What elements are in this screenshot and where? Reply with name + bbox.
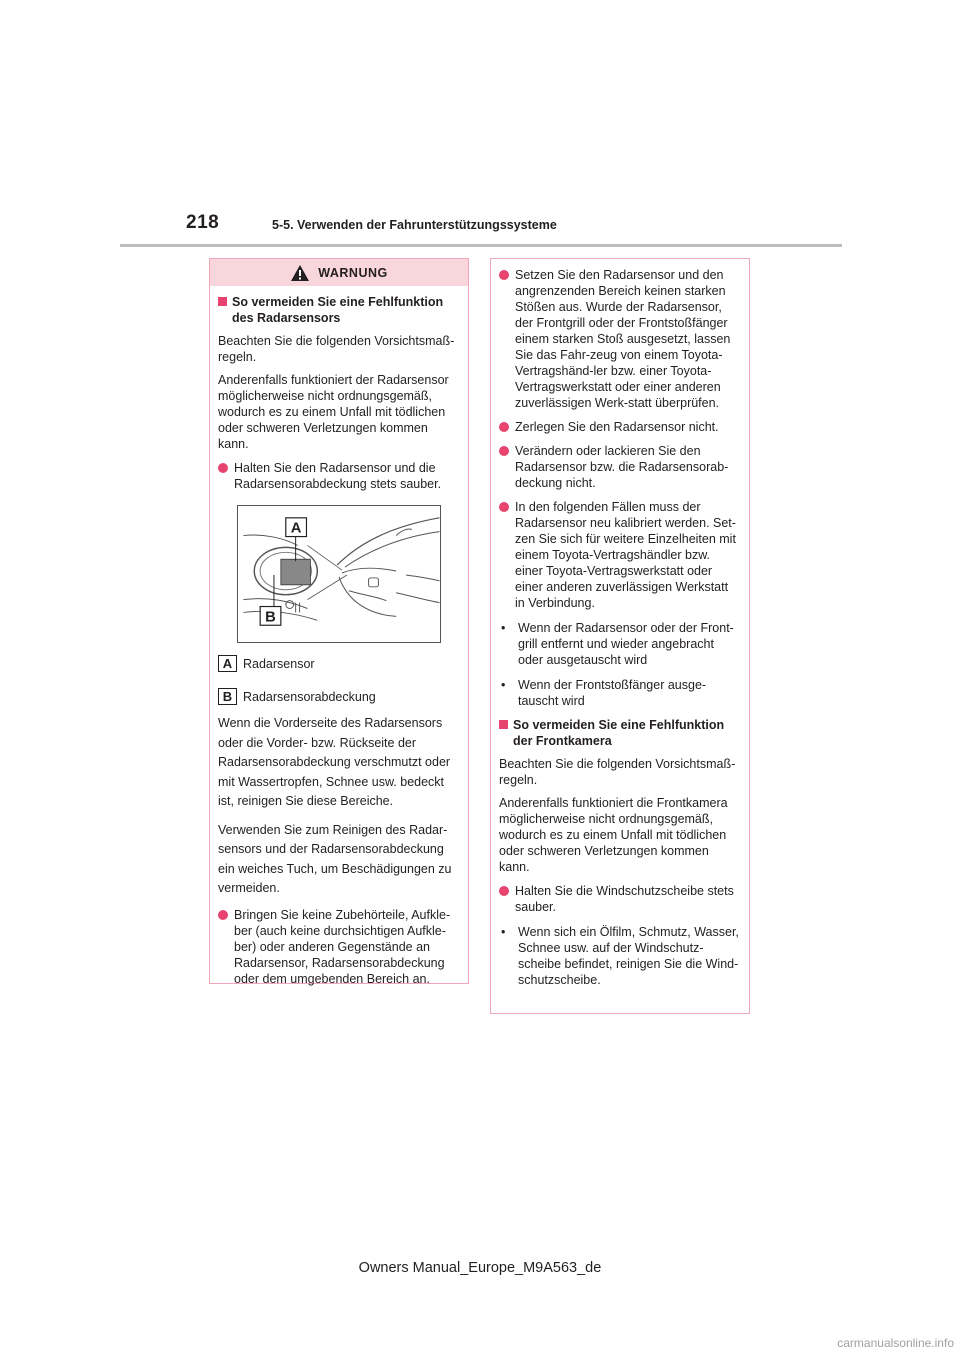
warning-title: WARNUNG — [318, 265, 388, 280]
bullet-text: Verändern oder lackieren Sie den Radarsensor bzw. die Radarsensorab-deckung nicht. — [515, 444, 729, 490]
sub-text: Wenn sich ein Ölfilm, Schmutz, Wasser, Schnee usw. auf der Windschutz-scheibe befindet, reinigen Sie die Wind-schutzscheibe. — [518, 925, 739, 987]
warning-box-right — [490, 258, 750, 1014]
footer-text: Owners Manual_Europe_M9A563_de — [358, 1260, 602, 1276]
bullet-text: Halten Sie die Windschutzscheibe stets sauber. — [515, 884, 734, 914]
paragraph: Beachten Sie die folgenden Vorsichtsmaß-regeln. — [499, 757, 736, 787]
legend-text: Radarsensorabdeckung — [243, 689, 376, 704]
circle-bullet-icon — [499, 886, 509, 896]
warning-header — [210, 259, 468, 286]
figure-label-a: A — [290, 520, 302, 537]
sub-item — [499, 620, 741, 668]
paragraph: Wenn die Vorderseite des Radarsensors oder die Vorder- bzw. Rückseite der Radarsensorabdeckung verschmutzt oder mit Wassertropfen, Schnee usw. bedeckt ist, reinigen Sie diese Bereiche. — [218, 716, 451, 808]
bullet-item — [499, 443, 741, 491]
legend-item-b — [218, 688, 460, 705]
circle-bullet-icon — [218, 910, 228, 920]
sub-text: Wenn der Frontstoßfänger ausge-tauscht wird — [518, 678, 707, 708]
heading-radar — [218, 294, 460, 326]
legend-text: Radarsensor — [243, 656, 315, 671]
car-front-illustration — [238, 506, 440, 642]
figure-label-b: B — [265, 609, 276, 626]
sub-bullet-mark: • — [501, 925, 506, 939]
sub-text: Wenn der Radarsensor oder der Front-grill entfernt und wieder angebracht oder ausgetauscht wird — [518, 621, 734, 667]
bullet-item — [499, 883, 741, 915]
legend-item-a — [218, 655, 460, 672]
bullet-item — [218, 460, 460, 492]
bullet-item — [499, 267, 741, 411]
warning-triangle-icon — [290, 264, 310, 282]
circle-bullet-icon — [499, 422, 509, 432]
square-bullet-icon — [499, 720, 508, 729]
circle-bullet-icon — [499, 270, 509, 280]
paragraph: Beachten Sie die folgenden Vorsichtsmaß-regeln. — [218, 334, 455, 364]
circle-bullet-icon — [499, 502, 509, 512]
watermark: carmanualsonline.info — [837, 1336, 954, 1350]
circle-bullet-icon — [218, 463, 228, 473]
section-title: 5-5. Verwenden der Fahrunterstützungssysteme — [272, 218, 557, 232]
sub-item — [499, 677, 741, 709]
heading-camera-text: So vermeiden Sie eine Fehlfunktion der Frontkamera — [513, 718, 725, 748]
bullet-text: Bringen Sie keine Zubehörteile, Aufkle-ber (auch keine durchsichtigen Aufkle-ber) oder anderen Gegenstände an Radarsensor, Radarsensorabdeckung oder dem umgebenden Bereich an. — [234, 907, 451, 986]
radar-sensor-figure — [237, 505, 441, 643]
circle-bullet-icon — [499, 446, 509, 456]
heading-radar-text: So vermeiden Sie eine Fehlfunktion des Radarsensors — [232, 295, 444, 325]
bullet-item — [499, 419, 741, 435]
bullet-text: Setzen Sie den Radarsensor und den angrenzenden Bereich keinen starken Stößen aus. Wurde der Radarsensor, der Frontgrill oder der Frontstoßfänger einem starken Stoß ausgesetzt, lassen Sie das Fahr-zeug von einem Toyota-Vertragshänd-ler bzw. einer Toyota-Vertragswerkstatt oder einer anderen zuverlässigen Werk-statt überprüfen. — [515, 268, 731, 410]
paragraph: Anderenfalls funktioniert die Frontkamera möglicherweise nicht ordnungsgemäß, wodurch es zu einem Unfall mit tödlichen oder schweren Verletzungen kommen kann. — [499, 796, 728, 874]
legend-key: B — [218, 688, 237, 705]
warning-box-left — [209, 258, 469, 984]
bullet-item — [218, 907, 460, 987]
sub-bullet-mark: • — [501, 621, 506, 635]
bullet-text: Halten Sie den Radarsensor und die Radarsensorabdeckung stets sauber. — [234, 461, 442, 491]
paragraph: Verwenden Sie zum Reinigen des Radar-sensors und der Radarsensorabdeckung ein weiches Tuch, um Beschädigungen zu vermeiden. — [218, 822, 452, 895]
legend-key: A — [218, 655, 237, 672]
header-rule — [120, 244, 842, 247]
bullet-text: In den folgenden Fällen muss der Radarsensor neu kalibriert werden. Set-zen Sie sich für weitere Einzelheiten mit einem Toyota-Vertragshändler bzw. einer Toyota-Vertragswerkstatt oder einer anderen zuverlässigen Werkstatt in Verbindung. — [515, 500, 736, 610]
sub-bullet-mark: • — [501, 678, 506, 692]
bullet-item — [499, 499, 741, 611]
sub-item — [499, 924, 741, 988]
bullet-text: Zerlegen Sie den Radarsensor nicht. — [515, 420, 719, 434]
paragraph: Anderenfalls funktioniert der Radarsensor möglicherweise nicht ordnungsgemäß, wodurch es zu einem Unfall mit tödlichen oder schweren Verletzungen kommen kann. — [218, 373, 449, 451]
heading-camera — [499, 717, 741, 749]
page-number: 218 — [186, 212, 220, 233]
square-bullet-icon — [218, 297, 227, 306]
